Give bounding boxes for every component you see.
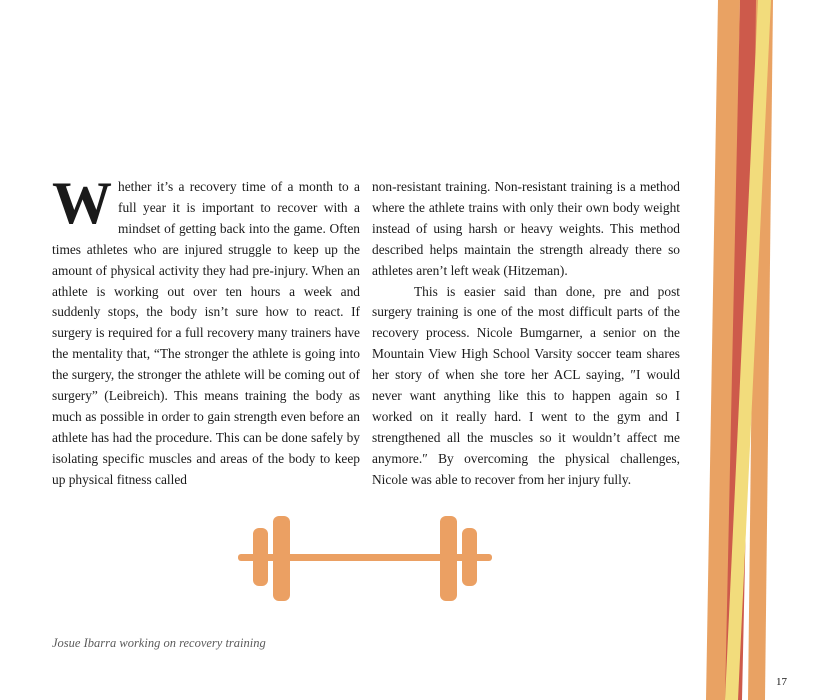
stripe-yellow bbox=[725, 0, 771, 700]
page-number: 17 bbox=[776, 676, 787, 688]
stripe-orange-right bbox=[748, 0, 773, 700]
article-paragraph-2: This is easier said than done, pre and post surgery training is one of the most difficult parts of the recovery process. Nicole Bumgarner, a senior on the Mountain View High School Varsity soccer team shares her story of when she tore her ACL saying, ″I would never want anything like this to happen again so I worked on it really hard. I went to the gym and I strengthened all the muscles so it wouldn’t affect me anymore.″ By overcoming the physical challenges, Nicole was able to recover from her injury fully. bbox=[372, 283, 680, 487]
stripe-red bbox=[725, 0, 757, 700]
photo-caption: Josue Ibarra working on recovery training bbox=[52, 636, 266, 650]
paragraph-1-text: hether it’s a recovery time of a month to a full year it is important to recover with a mindset of getting back into the game. Often times athletes who are injured struggle to keep up the amount of physical activity they had pre-injury. When an athlete is working out over ten hours a week and suddenly stops, the body isn’t sure how to react. If surgery is required for a full recovery many trainers have the mentality that, “The stronger the athlete is going into the surgery, the stronger the athlete will be coming out of surgery” (Leibreich). This means training the body as much as possible in order to gain strength even before an athlete has had the procedure. This can be done safely by isolating specific muscles and areas of the body to keep up physical fitness called bbox=[52, 179, 360, 487]
barbell-icon bbox=[236, 512, 494, 604]
article-column-1 bbox=[52, 170, 360, 491]
article-paragraph-1 bbox=[52, 170, 360, 491]
stripe-orange-left bbox=[706, 0, 740, 700]
article-paragraph-1-continued: non-resistant training. Non-resistant training is a method where the athlete trains with only their own body weight instead of using harsh or heavy weights. This method described helps maintain the strength already there so athletes aren’t left weak (Hitzeman). bbox=[372, 179, 680, 278]
drop-cap: W bbox=[52, 170, 112, 236]
article-column-2 bbox=[372, 177, 680, 491]
